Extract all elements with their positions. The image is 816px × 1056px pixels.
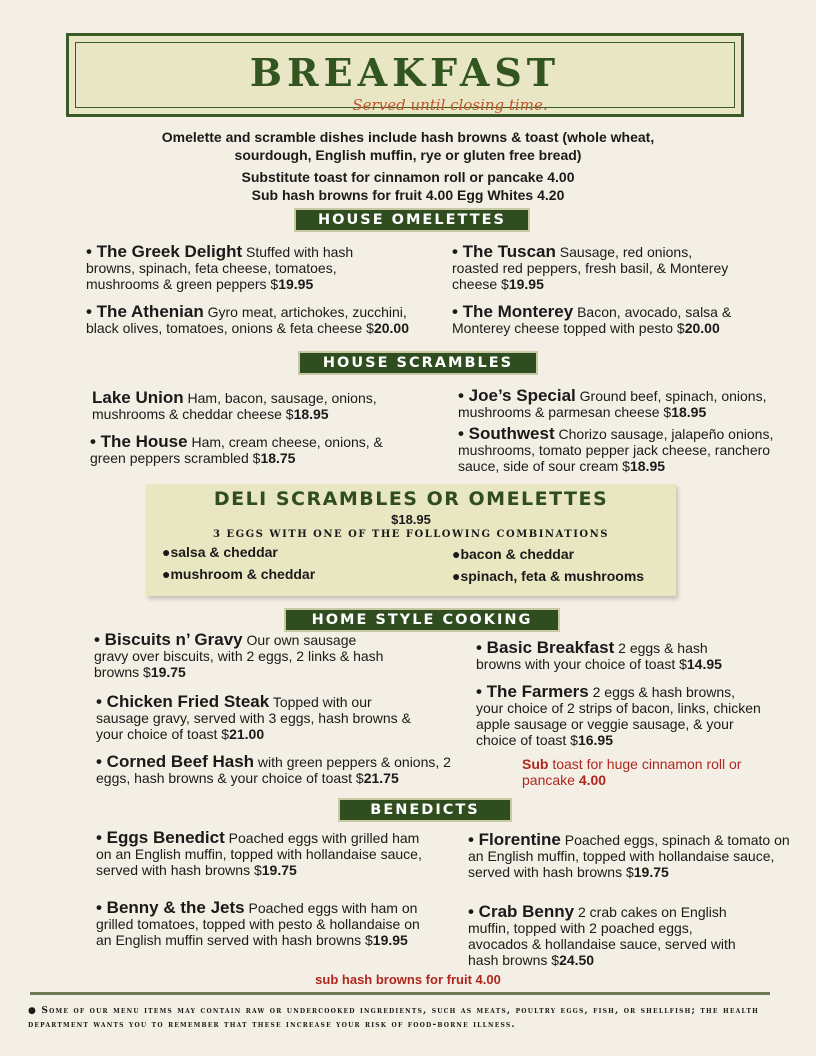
menu-item xyxy=(476,684,766,748)
item-price: 16.95 xyxy=(577,732,613,748)
item-price: 20.00 xyxy=(373,320,409,336)
item-name: • Eggs Benedict xyxy=(96,828,225,847)
menu-item xyxy=(96,830,436,878)
item-name: • The Farmers xyxy=(476,682,589,701)
menu-subtitle: Served until closing time. xyxy=(352,96,548,114)
menu-item xyxy=(476,640,746,672)
item-price: 21.00 xyxy=(229,726,265,742)
menu-item xyxy=(96,754,460,786)
item-name: • The Greek Delight xyxy=(86,242,243,261)
bullet-icon: ● xyxy=(452,568,461,584)
item-price: 18.75 xyxy=(260,450,296,466)
item-price: 19.95 xyxy=(372,932,408,948)
menu-item xyxy=(96,900,436,948)
deli-option: ●mushroom & cheddar xyxy=(162,566,316,582)
menu-item xyxy=(458,388,778,420)
item-desc: Sausage, red onions, roasted red peppers, fresh basil, & Monterey cheese $ xyxy=(452,244,729,292)
item-name: Lake Union xyxy=(92,388,184,407)
section-house-omelettes: HOUSE OMELETTES xyxy=(296,210,528,230)
item-price: 21.75 xyxy=(363,770,399,786)
bullet-icon: ● xyxy=(452,546,461,562)
item-price: 19.75 xyxy=(150,664,186,680)
item-name: • The Athenian xyxy=(86,302,204,321)
note-lead: Sub xyxy=(522,756,549,772)
item-desc: Gyro meat, artichokes, zucchini, black olives, tomatoes, onions & feta cheese $ xyxy=(86,304,407,336)
menu-item xyxy=(92,390,402,422)
item-name: • Benny & the Jets xyxy=(96,898,245,917)
item-name: • Biscuits n’ Gravy xyxy=(94,630,243,649)
item-price: 18.95 xyxy=(293,406,329,422)
section-home-style-cooking: HOME STYLE COOKING xyxy=(286,610,558,630)
item-desc: 2 crab cakes on English muffin, topped with 2 poached eggs, avocados & hollandaise sauce, served with hash browns $ xyxy=(468,904,736,968)
item-desc: Poached eggs with grilled ham on an English muffin, topped with hollandaise sauce, served with hash browns $ xyxy=(96,830,422,878)
bullet-icon: ● xyxy=(28,1006,42,1016)
menu-item xyxy=(452,244,732,292)
note-price: 4.00 xyxy=(578,772,607,788)
item-price: 19.95 xyxy=(278,276,314,292)
item-desc: 2 eggs & hash browns, your choice of 2 strips of bacon, links, chicken apple sausage or veggie sausage, & your choice of toast $ xyxy=(476,684,761,748)
section-benedicts: BENEDICTS xyxy=(340,800,510,820)
item-name: • Chicken Fried Steak xyxy=(96,692,270,711)
item-price: 18.95 xyxy=(671,404,707,420)
item-desc: Chorizo sausage, jalapeño onions, mushrooms, tomato pepper jack cheese, ranchero sauce, side of sour cream $ xyxy=(458,426,774,474)
intro-line-2: sourdough, English muffin, rye or gluten free bread) xyxy=(234,147,582,163)
item-price: 24.50 xyxy=(559,952,595,968)
menu-title: BREAKFAST xyxy=(249,50,561,95)
item-name: • Florentine xyxy=(468,830,561,849)
deli-price: $18.95 xyxy=(391,512,431,527)
home-style-note xyxy=(522,756,752,788)
item-name: • The Monterey xyxy=(452,302,574,321)
health-disclaimer: ● Some of our menu items may contain raw or undercooked ingredients, such as meats, poultry eggs, fish, or shellfish; the health department wants you to remember that these increase your risk of food-borne illness. xyxy=(28,1006,759,1030)
menu-item xyxy=(468,904,754,968)
menu-item xyxy=(468,832,790,880)
item-desc: Bacon, avocado, salsa & Monterey cheese topped with pesto $ xyxy=(452,304,732,336)
menu-item xyxy=(94,632,384,680)
item-desc: Ground beef, spinach, onions, mushrooms & parmesan cheese $ xyxy=(458,388,767,420)
deli-option: ●spinach, feta & mushrooms xyxy=(452,568,645,584)
item-price: 19.95 xyxy=(508,276,544,292)
intro-line-1: Omelette and scramble dishes include hash browns & toast (whole wheat, xyxy=(161,129,655,145)
deli-title: DELI SCRAMBLES OR OMELETTES xyxy=(213,488,609,510)
menu-item xyxy=(86,304,436,336)
item-name: • Joe’s Special xyxy=(458,386,576,405)
item-desc: Ham, bacon, sausage, onions, mushrooms & cheddar cheese $ xyxy=(92,390,377,422)
item-desc: Poached eggs with ham on grilled tomatoes, topped with pesto & hollandaise on an English muffin served with hash browns $ xyxy=(96,900,420,948)
menu-item xyxy=(96,694,426,742)
bullet-icon: ● xyxy=(162,544,171,560)
deli-subtitle: 3 EGGS WITH ONE OF THE FOLLOWING COMBINATIONS xyxy=(213,529,609,540)
deli-box xyxy=(146,484,676,596)
item-desc: Stuffed with hash browns, spinach, feta cheese, tomatoes, mushrooms & green peppers $ xyxy=(86,244,354,292)
item-desc: Topped with our sausage gravy, served with 3 eggs, hash browns & your choice of toast $ xyxy=(96,694,411,742)
bullet-icon: ● xyxy=(162,566,171,582)
header-box xyxy=(66,33,744,117)
item-name: • Corned Beef Hash xyxy=(96,752,255,771)
item-desc: with green peppers & onions, 2 eggs, hash browns & your choice of toast $ xyxy=(96,754,451,786)
intro-line-4: Sub hash browns for fruit 4.00 Egg Whites 4.20 xyxy=(251,187,565,203)
item-desc: Our own sausage gravy over biscuits, with 2 eggs, 2 links & hash browns $ xyxy=(94,632,384,680)
section-house-scrambles: HOUSE SCRAMBLES xyxy=(300,353,536,373)
item-desc: Ham, cream cheese, onions, & green peppers scrambled $ xyxy=(90,434,383,466)
item-price: 19.75 xyxy=(633,864,669,880)
item-name: • Crab Benny xyxy=(468,902,575,921)
menu-item xyxy=(458,426,778,474)
note-text: toast for huge cinnamon roll or pancake xyxy=(522,756,742,788)
item-price: 14.95 xyxy=(686,656,722,672)
menu-item xyxy=(452,304,776,336)
item-price: 19.75 xyxy=(261,862,297,878)
benedicts-note: sub hash browns for fruit 4.00 xyxy=(315,972,501,987)
menu-item xyxy=(90,434,390,466)
item-name: • Basic Breakfast xyxy=(476,638,615,657)
item-desc: Poached eggs, spinach & tomato on an English muffin, topped with hollandaise sauce, served with hash browns $ xyxy=(468,832,790,880)
item-name: • The Tuscan xyxy=(452,242,556,261)
footer-rule xyxy=(30,992,770,995)
item-name: • The House xyxy=(90,432,188,451)
item-price: 20.00 xyxy=(684,320,720,336)
item-name: • Southwest xyxy=(458,424,555,443)
intro-line-3: Substitute toast for cinnamon roll or pancake 4.00 xyxy=(241,169,575,185)
item-desc: 2 eggs & hash browns with your choice of toast $ xyxy=(476,640,708,672)
item-price: 18.95 xyxy=(629,458,666,474)
deli-option: ●bacon & cheddar xyxy=(452,546,575,562)
deli-option: ●salsa & cheddar xyxy=(162,544,278,560)
menu-item xyxy=(86,244,386,292)
